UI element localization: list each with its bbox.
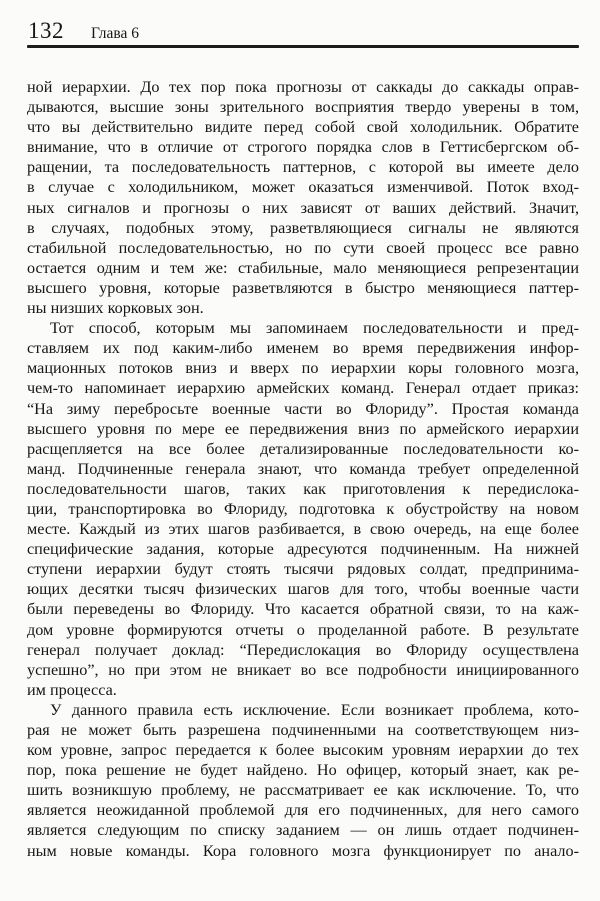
text-line: ных сигналов и прогнозы о них зависят от ваших действий. Значит,	[27, 198, 579, 217]
text-line: стабильной последовательностью, но по сути своей процесс все равно	[27, 238, 579, 257]
text-line: пор, пока решение не будет найдено. Но офицер, который знает, как ре-	[27, 761, 579, 780]
text-line: специфические задания, которые адресуются подчиненным. На нижней	[27, 540, 579, 559]
text-line: остается одним и тем же: стабильные, мало меняющиеся репрезентации	[27, 258, 579, 277]
text-line: У данного правила есть исключение. Если возникает проблема, кото-	[50, 700, 579, 719]
text-line: Тот способ, которым мы запоминаем последовательности и пред-	[50, 319, 579, 338]
text-line: мационных потоков вниз и вверх по иерархии коры головного мозга,	[27, 359, 579, 378]
text-line: ступени иерархии будут стоять тысячи рядовых солдат, предпринима-	[27, 560, 579, 579]
text-line: последовательности шагов, таких как приготовления к передислока-	[27, 479, 579, 498]
text-line: высшего уровня по мере ее передвижения вниз по армейского иерархии	[27, 419, 579, 438]
text-line: шить возникшую проблему, не рассматривает ее как исключение. То, что	[27, 781, 579, 800]
text-line: внимание, что в отличие от строгого порядка слов в Геттисбергском об-	[27, 138, 579, 157]
text-line: ным новые команды. Кора головного мозга функционирует по анало-	[27, 841, 579, 860]
body-text	[27, 77, 579, 861]
text-line: в случае с холодильником, может оказаться изменчивой. Поток вход-	[27, 178, 579, 197]
text-line: является следующим по списку заданием — он лишь отдает подчинен-	[27, 821, 579, 840]
text-line: чем-то напоминает иерархию армейских команд. Генерал отдает приказ:	[27, 379, 579, 398]
text-line: ком уровне, запрос передается к более высоким уровням иерархии до тех	[27, 741, 579, 760]
chapter-label: Глава 6	[91, 25, 140, 42]
text-line: является неожиданной проблемой для его подчиненных, для него самого	[27, 801, 579, 820]
header-rule	[27, 45, 579, 48]
page-number: 132	[28, 18, 64, 43]
text-line: что вы действительно видите перед собой свой холодильник. Обратите	[27, 118, 579, 137]
text-line: дом уровне формируются отчеты о проделанной работе. В результате	[27, 620, 579, 639]
text-line: рая не может быть разрешена подчиненными на соответствующем низ-	[27, 721, 579, 739]
text-line: высшего уровня, которые разветвляются в быстро меняющиеся паттер-	[27, 278, 579, 297]
text-line: ющих десятки тысяч физических шагов для того, чтобы военные части	[27, 580, 579, 599]
text-line: ции, транспортировка во Флориду, подготовка к обустройству на новом	[27, 499, 579, 518]
text-line: ращении, та последовательность паттернов, с которой вы имеете дело	[27, 158, 579, 177]
text-line: генерал получает доклад: “Передислокация во Флориду осуществлена	[27, 640, 579, 659]
text-line: были переведены во Флориду. Что касается обратной связи, то на каж-	[27, 600, 579, 619]
text-line: манд. Подчиненные генерала знают, что команда требует определенной	[27, 459, 579, 478]
text-line: ной иерархии. До тех пор пока прогнозы от саккады до саккады оправ-	[27, 78, 579, 96]
text-line: в случаях, подобных этому, разветвляющиеся сигналы не являются	[27, 218, 579, 237]
text-line: ны низших корковых зон.	[27, 299, 204, 318]
page-header	[28, 18, 579, 44]
text-line: месте. Каждый из этих шагов разбивается, в свою очередь, на еще более	[27, 520, 579, 539]
text-line: “На зиму перебросьте военные части во Флориду”. Простая команда	[27, 399, 579, 418]
text-line: дываются, высшие зоны зрительного восприятия твердо уверены в том,	[27, 98, 579, 117]
text-line: им процесса.	[27, 680, 117, 699]
text-line: расщепляется на все более детализированные последовательности ко-	[27, 439, 579, 458]
text-line: успешно”, но при этом не вникает во все подробности инициированного	[27, 660, 579, 679]
text-line: ставляем их под каким-либо именем во время передвижения инфор-	[27, 339, 579, 358]
